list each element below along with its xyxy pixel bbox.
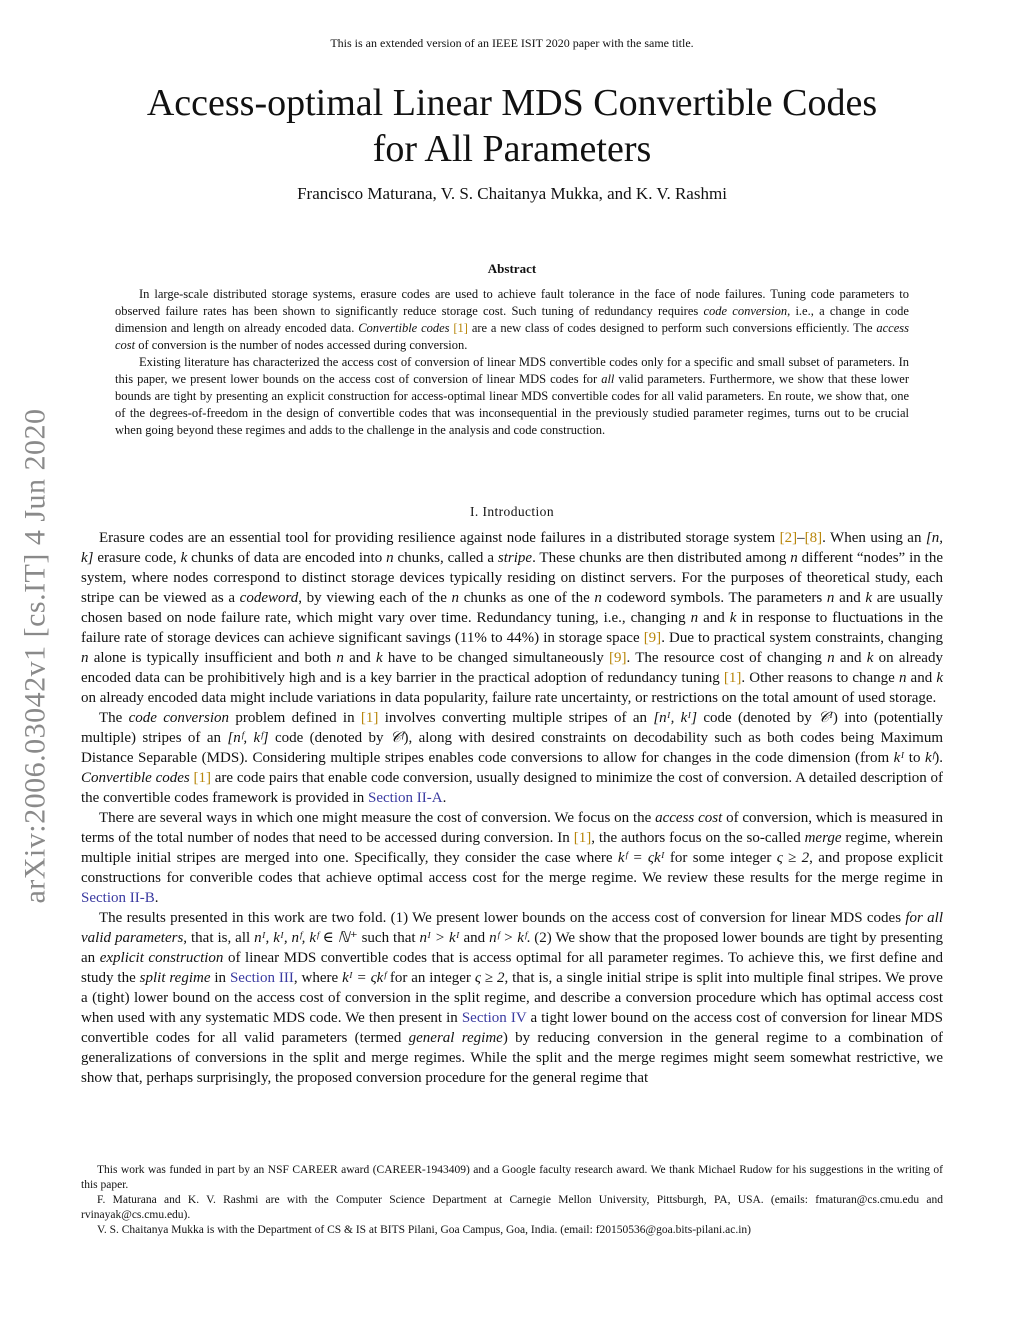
extended-version-note: This is an extended version of an IEEE ISIT 2020 paper with the same title. — [330, 36, 694, 50]
intro-paragraph-4: The results presented in this work are two fold. (1) We present lower bounds on the access cost of conversion for linear MDS codes for all valid parameters, that is, all nᴵ, kᴵ, nᶠ, kᶠ ∈ ℕ⁺ such that nᴵ > kᴵ and nᶠ > kᶠ. (2) We show that the proposed lower bounds are tight by presenting an explicit construction of linear MDS convertible codes that is access optimal for all parameter regimes. To achieve this, we first define and study the split regime in Section III, where kᴵ = ςkᶠ for an integer ς ≥ 2, that is, a single initial stripe is split into multiple final stripes. We prove a (tight) lower bound on the access cost of conversion in the split regime, and describe a conversion procedure which has optimal access cost when used with any systematic MDS code. We then present in Section IV a tight lower bound on the access cost of conversion for linear MDS convertible codes for all valid parameters (termed general regime) by reducing conversion in the general regime to a combination of generalizations of conversions in the split and merge regimes. While the split and the merge regimes might seem somewhat restrictive, we show that, perhaps surprisingly, the proposed conversion procedure for the general regime that — [81, 910, 944, 1086]
abstract-heading: Abstract — [487, 261, 537, 276]
citation-link[interactable]: [2] — [779, 530, 798, 546]
intro-paragraph-2: The code conversion problem defined in [1] involves converting multiple stripes of an [nᴵ, kᴵ] code (denoted by 𝒞ᴵ) into (potentially multiple) stripes of an [nᶠ, kᶠ] code (denoted by 𝒞ᶠ), along with desired constraints on decodability such as both codes being Maximum Distance Separable (MDS). Considering multiple stripes enables code conversions to allow for changes in the code dimension (from kᴵ to kᶠ). Convertible codes [1] are code pairs that enable code conversion, usually designed to minimize the cost of conversion. A detailed description of the convertible codes framework is provided in Section II-A. — [81, 710, 944, 806]
title-line-1: Access-optimal Linear MDS Convertible Codes — [146, 82, 878, 124]
section-link[interactable]: Section II-A — [368, 790, 443, 806]
section-heading-introduction: I. Introduction — [470, 504, 554, 519]
intro-paragraph-1: Erasure codes are an essential tool for providing resilience against node failures in a distributed storage system [2]–[8]. When using an [n, k] erasure code, k chunks of data are encoded into n chunks, called a stripe. These chunks are then distributed among n different “nodes” in the system, where nodes correspond to distinct storage devices typically residing on distinct servers. For the purposes of theoretical study, each stripe can be viewed as a codeword, by viewing each of the n chunks as one of the n codeword symbols. The parameters n and k are usually chosen based on node failure rate, which might vary over time. Redundancy tuning, i.e., changing n and k in response to fluctuations in the failure rate of storage devices can achieve significant savings (11% to 44%) in storage space [9]. Due to practical system constraints, changing n alone is typically insufficient and both n and k have to be changed simultaneously [9]. The resource cost of changing n and k on already encoded data can be prohibitively high and is a key barrier in the practical adoption of redundancy tuning [1]. Other reasons to change n and k on already encoded data might include variations in data popularity, failure rate uncertainty, or restrictions on the total amount of used storage. — [81, 530, 944, 706]
section-link[interactable]: Section IV — [461, 1010, 527, 1026]
citation-link[interactable]: [1] — [453, 321, 468, 335]
intro-paragraph-3: There are several ways in which one might measure the cost of conversion. We focus on the access cost of conversion, which is measured in terms of the total number of nodes that need to be accessed during conversion. In [1], the authors focus on the so-called merge regime, wherein multiple initial stripes are merged into one. Specifically, they consider the case where kᶠ = ςkᴵ for some integer ς ≥ 2, and propose explicit constructions for converible codes that achieve optimal access cost for the merge regime. We review these results for the merge regime in Section II-B. — [81, 810, 944, 906]
citation-link[interactable]: [9] — [643, 630, 662, 646]
paper-title — [0, 80, 1024, 172]
citation-link[interactable]: [1] — [573, 830, 592, 846]
footnotes — [81, 1163, 943, 1238]
footnote-affiliation-1: F. Maturana and K. V. Rashmi are with the Computer Science Department at Carnegie Mellon University, Pittsburgh, PA, USA. (emails: fmaturan@cs.cmu.edu and rvinayak@cs.cmu.edu). — [81, 1194, 943, 1221]
abstract — [115, 286, 909, 439]
citation-link[interactable]: [1] — [360, 710, 379, 726]
introduction-body — [81, 528, 943, 1088]
arxiv-stamp — [16, 376, 56, 936]
citation-link[interactable]: [8] — [804, 530, 823, 546]
footnote-funding: This work was funded in part by an NSF CAREER award (CAREER-1943409) and a Google faculty research award. We thank Michael Rudow for his suggestions in the writing of this paper. — [81, 1164, 943, 1191]
section-link[interactable]: Section II-B — [81, 890, 155, 906]
citation-link[interactable]: [1] — [723, 670, 742, 686]
abstract-paragraph-2: Existing literature has characterized the access cost of conversion of linear MDS convertible codes only for a specific and small subset of parameters. In this paper, we present lower bounds on the access cost of conversion of linear MDS codes for all valid parameters. Furthermore, we show that these lower bounds are tight by presenting an explicit construction for access-optimal linear MDS convertible codes for all valid parameters. En route, we show that, one of the degrees-of-freedom in the design of convertible codes that was inconsequential in the previously studied parameter regimes, turns out to be crucial when going beyond these regimes and adds to the challenge in the analysis and code construction. — [115, 355, 909, 437]
author-list: Francisco Maturana, V. S. Chaitanya Mukka, and K. V. Rashmi — [297, 184, 727, 203]
section-link[interactable]: Section III — [229, 970, 294, 986]
title-line-2: for All Parameters — [372, 128, 652, 170]
abstract-paragraph-1: In large-scale distributed storage systems, erasure codes are used to achieve fault tolerance in the face of node failures. Tuning code parameters to observed failure rates has been shown to significantly reduce storage cost. Such tuning of redundancy requires code conversion, i.e., a change in code dimension and length on already encoded data. Convertible codes [1] are a new class of codes designed to perform such conversions efficiently. The access cost of conversion is the number of nodes accessed during conversion. — [115, 287, 909, 352]
citation-link[interactable]: [9] — [609, 650, 627, 666]
citation-link[interactable]: [1] — [193, 770, 211, 786]
footnote-affiliation-2: V. S. Chaitanya Mukka is with the Department of CS & IS at BITS Pilani, Goa Campus, Goa, India. (email: f20150536@goa.bits-pilani.ac.in) — [97, 1224, 751, 1236]
arxiv-stamp-text: arXiv:2006.03042v1 [cs.IT] 4 Jun 2020 — [19, 408, 53, 904]
